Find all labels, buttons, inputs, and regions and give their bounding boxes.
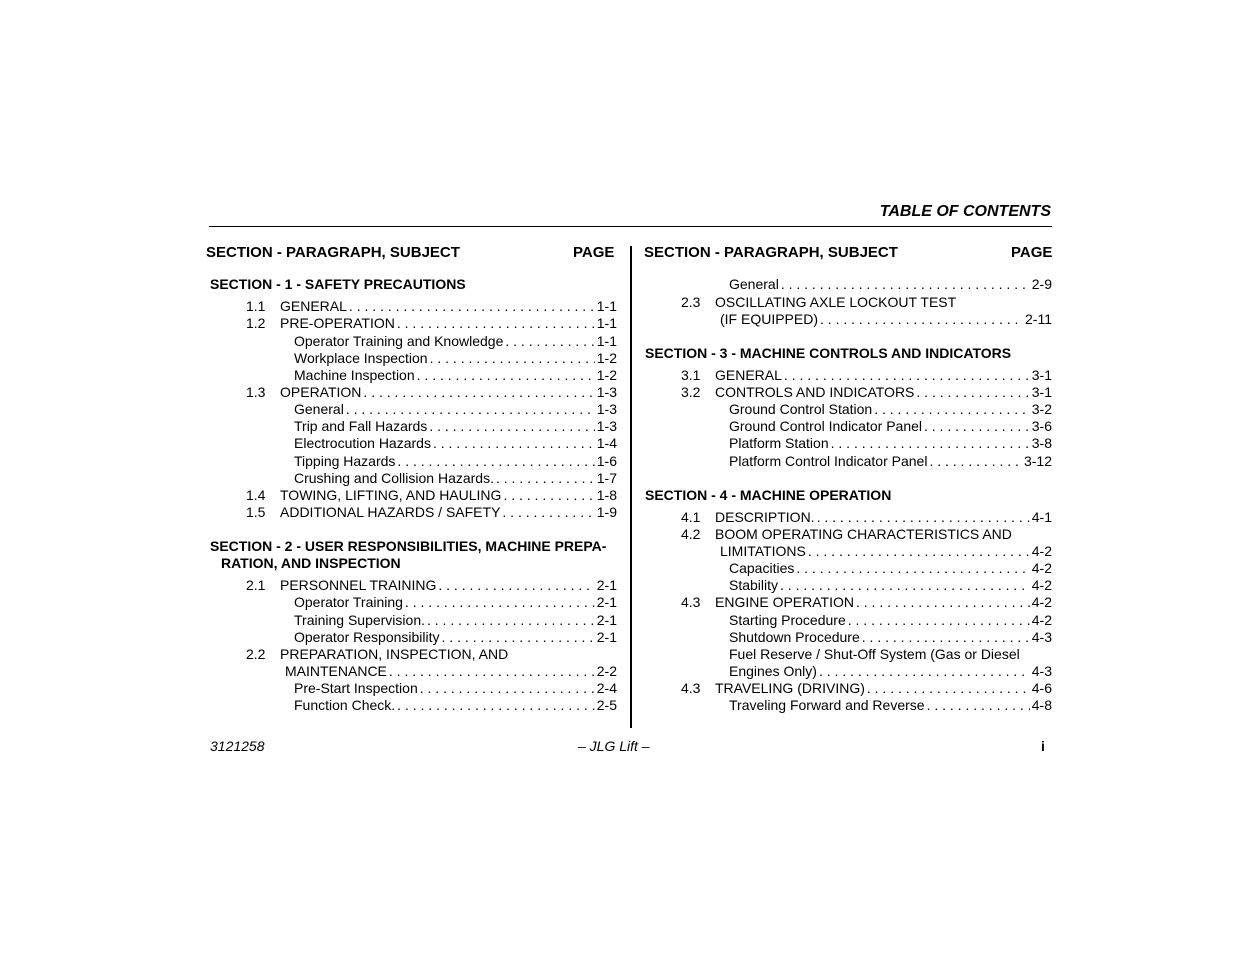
toc-number: 2.1 <box>246 577 266 593</box>
toc-page: 4-8 <box>1031 697 1052 713</box>
section-1-heading: SECTION - 1 - SAFETY PRECAUTIONS <box>210 276 466 292</box>
toc-subentry[interactable] <box>729 418 1052 435</box>
toc-title: Function Check. <box>294 697 396 713</box>
toc-subentry[interactable] <box>294 435 617 452</box>
column-divider <box>630 246 632 728</box>
toc-number: 4.1 <box>681 509 701 525</box>
toc-title: Operator Training <box>294 594 403 610</box>
toc-entry[interactable] <box>246 315 617 332</box>
dot-leader <box>430 350 595 367</box>
toc-entry[interactable] <box>246 384 617 401</box>
toc-subentry[interactable] <box>729 697 1052 714</box>
toc-title: PERSONNEL TRAINING <box>280 577 437 593</box>
toc-number: 4.3 <box>681 594 701 610</box>
toc-title: Fuel Reserve / Shut-Off System (Gas or Diesel <box>729 646 1020 662</box>
dot-leader <box>867 680 1030 697</box>
toc-page: 1-1 <box>596 315 617 331</box>
dot-leader <box>496 470 595 487</box>
toc-number: 2.2 <box>246 646 266 662</box>
left-subject-header: SECTION - PARAGRAPH, SUBJECT <box>206 244 460 261</box>
toc-page: 2-1 <box>596 629 617 645</box>
toc-page: 3-6 <box>1031 418 1052 434</box>
toc-page: 2-2 <box>596 663 617 679</box>
toc-entry[interactable] <box>246 646 617 663</box>
toc-entry[interactable] <box>681 594 1052 611</box>
toc-subentry[interactable] <box>294 418 617 435</box>
toc-title: PRE-OPERATION <box>280 315 395 331</box>
dot-leader <box>856 594 1030 611</box>
toc-entry[interactable] <box>681 294 1052 311</box>
dot-leader <box>924 418 1030 435</box>
toc-page: 4-2 <box>1031 543 1052 559</box>
dot-leader <box>780 577 1030 594</box>
toc-page: 2-1 <box>596 612 617 628</box>
toc-entry[interactable] <box>681 384 1052 401</box>
toc-page: 1-3 <box>596 401 617 417</box>
dot-leader <box>808 543 1030 560</box>
toc-title: Machine Inspection <box>294 367 415 383</box>
dot-leader <box>848 612 1030 629</box>
toc-title: PREPARATION, INSPECTION, AND <box>280 646 509 662</box>
toc-page: 2-1 <box>596 594 617 610</box>
toc-title: Engines Only) <box>729 663 817 679</box>
toc-number: 1.5 <box>246 504 266 520</box>
dot-leader <box>420 680 595 697</box>
dot-leader <box>784 367 1030 384</box>
dot-leader <box>349 298 595 315</box>
toc-page: 4-2 <box>1031 577 1052 593</box>
dot-leader <box>417 367 595 384</box>
toc-title: Traveling Forward and Reverse <box>729 697 925 713</box>
dot-leader <box>503 487 594 504</box>
toc-title: OSCILLATING AXLE LOCKOUT TEST <box>715 294 957 310</box>
footer-page-number: i <box>1041 738 1045 754</box>
dot-leader <box>397 453 594 470</box>
toc-entry[interactable] <box>246 487 617 504</box>
toc-page: 2-4 <box>596 680 617 696</box>
toc-subentry[interactable] <box>294 350 617 367</box>
toc-title: Capacities <box>729 560 795 576</box>
toc-number: 1.4 <box>246 487 266 503</box>
toc-title: CONTROLS AND INDICATORS <box>715 384 915 400</box>
toc-title: Ground Control Station <box>729 401 873 417</box>
dot-leader <box>817 509 1030 526</box>
toc-page: 3-12 <box>1023 453 1052 469</box>
toc-page: 1-3 <box>596 384 617 400</box>
dot-leader <box>397 697 595 714</box>
toc-title: Crushing and Collision Hazards. <box>294 470 494 486</box>
left-page-header: PAGE <box>573 244 615 261</box>
dot-leader <box>916 384 1029 401</box>
toc-title: Training Supervision. <box>294 612 425 628</box>
toc-page: 3-8 <box>1031 435 1052 451</box>
toc-page: 4-3 <box>1031 629 1052 645</box>
footer-doc-number: 3121258 <box>210 738 265 754</box>
toc-page: 4-2 <box>1031 594 1052 610</box>
toc-title: Workplace Inspection <box>294 350 428 366</box>
toc-entry-continued[interactable] <box>720 311 1052 328</box>
toc-page: 4-2 <box>1031 612 1052 628</box>
toc-page: 1-9 <box>596 504 617 520</box>
toc-subentry[interactable] <box>294 367 617 384</box>
toc-title: Starting Procedure <box>729 612 846 628</box>
toc-subentry[interactable] <box>729 435 1052 452</box>
toc-page: 1-1 <box>596 298 617 314</box>
toc-page: 4-3 <box>1031 663 1052 679</box>
toc-subentry[interactable] <box>294 470 617 487</box>
toc-page: 2-11 <box>1025 311 1052 327</box>
dot-leader <box>346 401 595 418</box>
dot-leader <box>927 697 1030 714</box>
toc-number: 1.2 <box>246 315 266 331</box>
toc-page: 3-1 <box>1031 367 1052 383</box>
footer-center-label: – JLG Lift – <box>578 738 650 754</box>
toc-title: OPERATION <box>280 384 362 400</box>
dot-leader <box>363 384 594 401</box>
toc-title: (IF EQUIPPED) <box>720 311 819 327</box>
toc-page: 4-6 <box>1031 680 1052 696</box>
dot-leader <box>427 612 595 629</box>
toc-entry[interactable] <box>681 526 1052 543</box>
toc-subentry[interactable] <box>729 401 1052 418</box>
toc-number: 2.3 <box>681 294 701 310</box>
toc-title: LIMITATIONS <box>720 543 806 559</box>
toc-page: 2-9 <box>1031 276 1052 292</box>
dot-leader <box>820 311 1023 328</box>
dot-leader <box>796 560 1029 577</box>
toc-page: 1-4 <box>596 435 617 451</box>
toc-title: Tipping Hazards <box>294 453 396 469</box>
toc-entry[interactable] <box>246 504 617 521</box>
toc-entry[interactable] <box>246 298 617 315</box>
dot-leader <box>929 453 1022 470</box>
toc-title: ENGINE OPERATION <box>715 594 854 610</box>
section-3-heading: SECTION - 3 - MACHINE CONTROLS AND INDICATORS <box>645 345 1012 361</box>
toc-subentry[interactable] <box>294 594 617 611</box>
toc-title: BOOM OPERATING CHARACTERISTICS AND <box>715 526 1012 542</box>
toc-subentry[interactable] <box>294 697 617 714</box>
dot-leader <box>389 663 595 680</box>
right-subject-header: SECTION - PARAGRAPH, SUBJECT <box>644 244 898 261</box>
section-2-heading-line1: SECTION - 2 - USER RESPONSIBILITIES, MACHINE PREPA- <box>210 538 607 554</box>
toc-subentry-continued[interactable] <box>729 663 1052 680</box>
toc-subentry[interactable] <box>294 333 617 350</box>
toc-subentry[interactable] <box>729 276 1052 293</box>
toc-title: DESCRIPTION. <box>715 509 815 525</box>
toc-number: 4.3 <box>681 680 701 696</box>
toc-title: Operator Responsibility <box>294 629 440 645</box>
dot-leader <box>819 663 1030 680</box>
toc-title: TRAVELING (DRIVING) <box>715 680 865 696</box>
toc-title: General <box>294 401 344 417</box>
toc-title: MAINTENANCE <box>285 663 387 679</box>
toc-subentry[interactable] <box>729 560 1052 577</box>
right-page-header: PAGE <box>1011 244 1053 261</box>
dot-leader <box>831 435 1030 452</box>
toc-subentry[interactable] <box>729 577 1052 594</box>
dot-leader <box>405 594 595 611</box>
dot-leader <box>874 401 1030 418</box>
toc-subentry[interactable] <box>729 612 1052 629</box>
toc-title: GENERAL <box>715 367 782 383</box>
toc-title: Pre-Start Inspection <box>294 680 418 696</box>
toc-subentry[interactable] <box>729 646 1052 663</box>
toc-subentry[interactable] <box>729 453 1052 470</box>
toc-entry[interactable] <box>681 509 1052 526</box>
toc-title: GENERAL <box>280 298 347 314</box>
toc-page: 1-2 <box>596 367 617 383</box>
toc-subentry[interactable] <box>294 629 617 646</box>
toc-page: 3-1 <box>1031 384 1052 400</box>
toc-title: Trip and Fall Hazards <box>294 418 428 434</box>
toc-number: 1.1 <box>246 298 266 314</box>
toc-title: Shutdown Procedure <box>729 629 860 645</box>
toc-subentry[interactable] <box>294 401 617 418</box>
toc-page: 4-2 <box>1031 560 1052 576</box>
toc-entry-continued[interactable] <box>720 543 1052 560</box>
toc-page: 1-6 <box>596 453 617 469</box>
toc-number: 3.1 <box>681 367 701 383</box>
toc-title: Operator Training and Knowledge <box>294 333 504 349</box>
toc-title: ADDITIONAL HAZARDS / SAFETY <box>280 504 501 520</box>
toc-subentry[interactable] <box>729 629 1052 646</box>
toc-entry[interactable] <box>681 680 1052 697</box>
dot-leader <box>502 504 594 521</box>
toc-page: 2-1 <box>596 577 617 593</box>
toc-number: 3.2 <box>681 384 701 400</box>
toc-title: General <box>729 276 779 292</box>
toc-title: Stability <box>729 577 779 593</box>
dot-leader <box>442 629 595 646</box>
toc-page: 4-1 <box>1031 509 1052 525</box>
dot-leader <box>781 276 1030 293</box>
toc-title: Electrocution Hazards <box>294 435 431 451</box>
page-title: TABLE OF CONTENTS <box>879 203 1051 220</box>
toc-page: 1-8 <box>596 487 617 503</box>
dot-leader <box>429 418 594 435</box>
dot-leader <box>397 315 595 332</box>
toc-subentry[interactable] <box>294 453 617 470</box>
toc-number: 1.3 <box>246 384 266 400</box>
toc-entry[interactable] <box>246 577 617 594</box>
toc-page: 3-2 <box>1031 401 1052 417</box>
toc-page: 1-2 <box>596 350 617 366</box>
dot-leader <box>862 629 1030 646</box>
toc-title: Ground Control Indicator Panel <box>729 418 922 434</box>
dot-leader <box>433 435 595 452</box>
toc-entry-continued[interactable] <box>285 663 617 680</box>
toc-title: Platform Station <box>729 435 829 451</box>
toc-subentry[interactable] <box>294 680 617 697</box>
toc-title: Platform Control Indicator Panel <box>729 453 928 469</box>
dot-leader <box>438 577 594 594</box>
toc-number: 4.2 <box>681 526 701 542</box>
toc-page: 1-7 <box>596 470 617 486</box>
toc-title: TOWING, LIFTING, AND HAULING <box>280 487 502 503</box>
dot-leader <box>505 333 594 350</box>
section-4-heading: SECTION - 4 - MACHINE OPERATION <box>645 487 892 503</box>
toc-subentry[interactable] <box>294 612 617 629</box>
toc-page: 2-5 <box>596 697 617 713</box>
toc-entry[interactable] <box>681 367 1052 384</box>
toc-page: 1-1 <box>596 333 617 349</box>
section-2-heading-line2: RATION, AND INSPECTION <box>221 555 401 571</box>
toc-page: 1-3 <box>596 418 617 434</box>
header-rule <box>209 226 1052 227</box>
